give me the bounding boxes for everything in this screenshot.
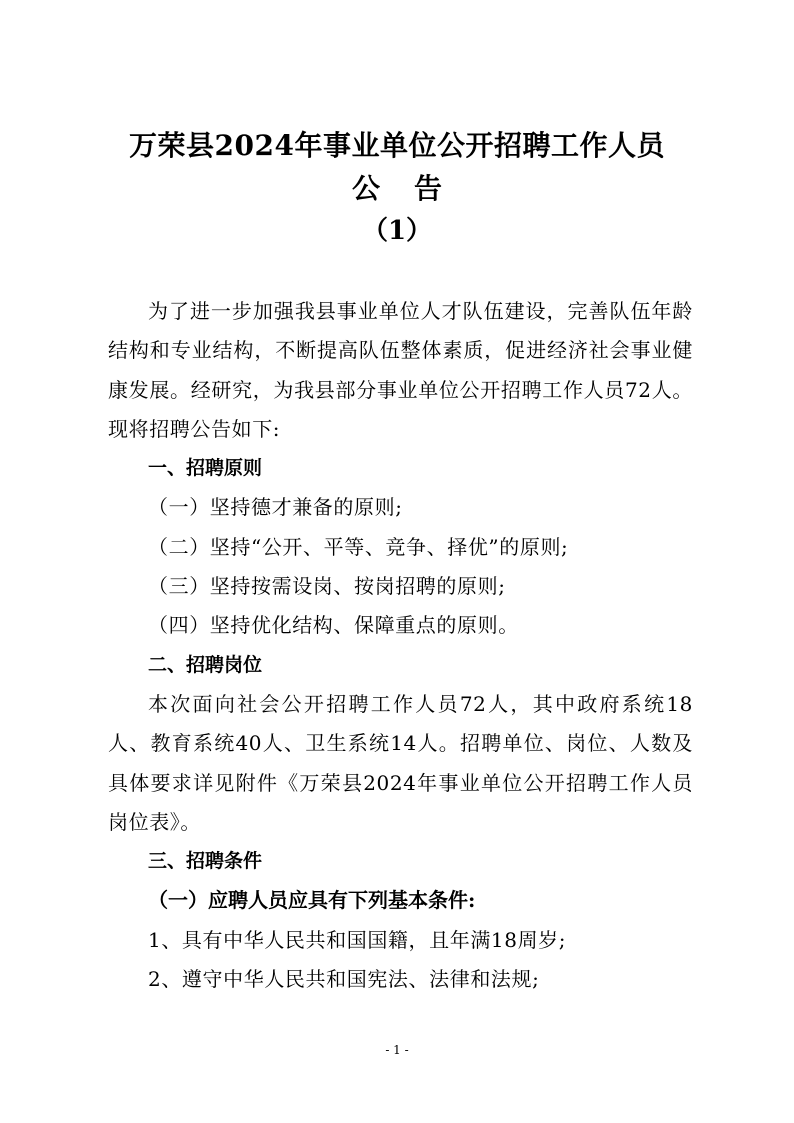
principle-item: （三）坚持按需设岗、按岗招聘的原则; [148,574,506,599]
section-heading-positions: 二、招聘岗位 [148,653,263,676]
condition-item: 1、具有中华人民共和国国籍，且年满18周岁; [148,927,567,952]
section-heading-principles: 一、招聘原则 [148,457,263,480]
intro-paragraph: 为了进一步加强我县事业单位人才队伍建设，完善队伍年龄结构和专业结构，不断提高队伍整体素质，促进经济社会事业健康发展。经研究，为我县部分事业单位公开招聘工作人员72人。现将招聘公告如下: [108,299,693,441]
principle-item: （二）坚持“公开、平等、竞争、择优”的原则; [148,534,569,559]
document-title: 万荣县2024年事业单位公开招聘工作人员 [129,129,665,162]
section-heading-conditions: 三、招聘条件 [148,850,263,873]
principle-item: （四）坚持优化结构、保障重点的原则。 [148,613,519,638]
principle-item: （一）坚持德才兼备的原则; [148,495,403,520]
document-number: （1） [361,216,433,246]
title-block [0,128,794,249]
document-subtitle: 公告 [351,172,476,205]
document-body [108,292,693,999]
page-number: - 1 - [385,1043,409,1057]
conditions-subheading: （一）应聘人员应具有下列基本条件: [148,888,476,913]
positions-paragraph: 本次面向社会公开招聘工作人员72人，其中政府系统18人、教育系统40人、卫生系统14人。招聘单位、岗位、人数及具体要求详见附件《万荣县2024年事业单位公开招聘工作人员岗位表》。 [108,691,693,834]
condition-item: 2、遵守中华人民共和国宪法、法律和法规; [148,967,540,992]
